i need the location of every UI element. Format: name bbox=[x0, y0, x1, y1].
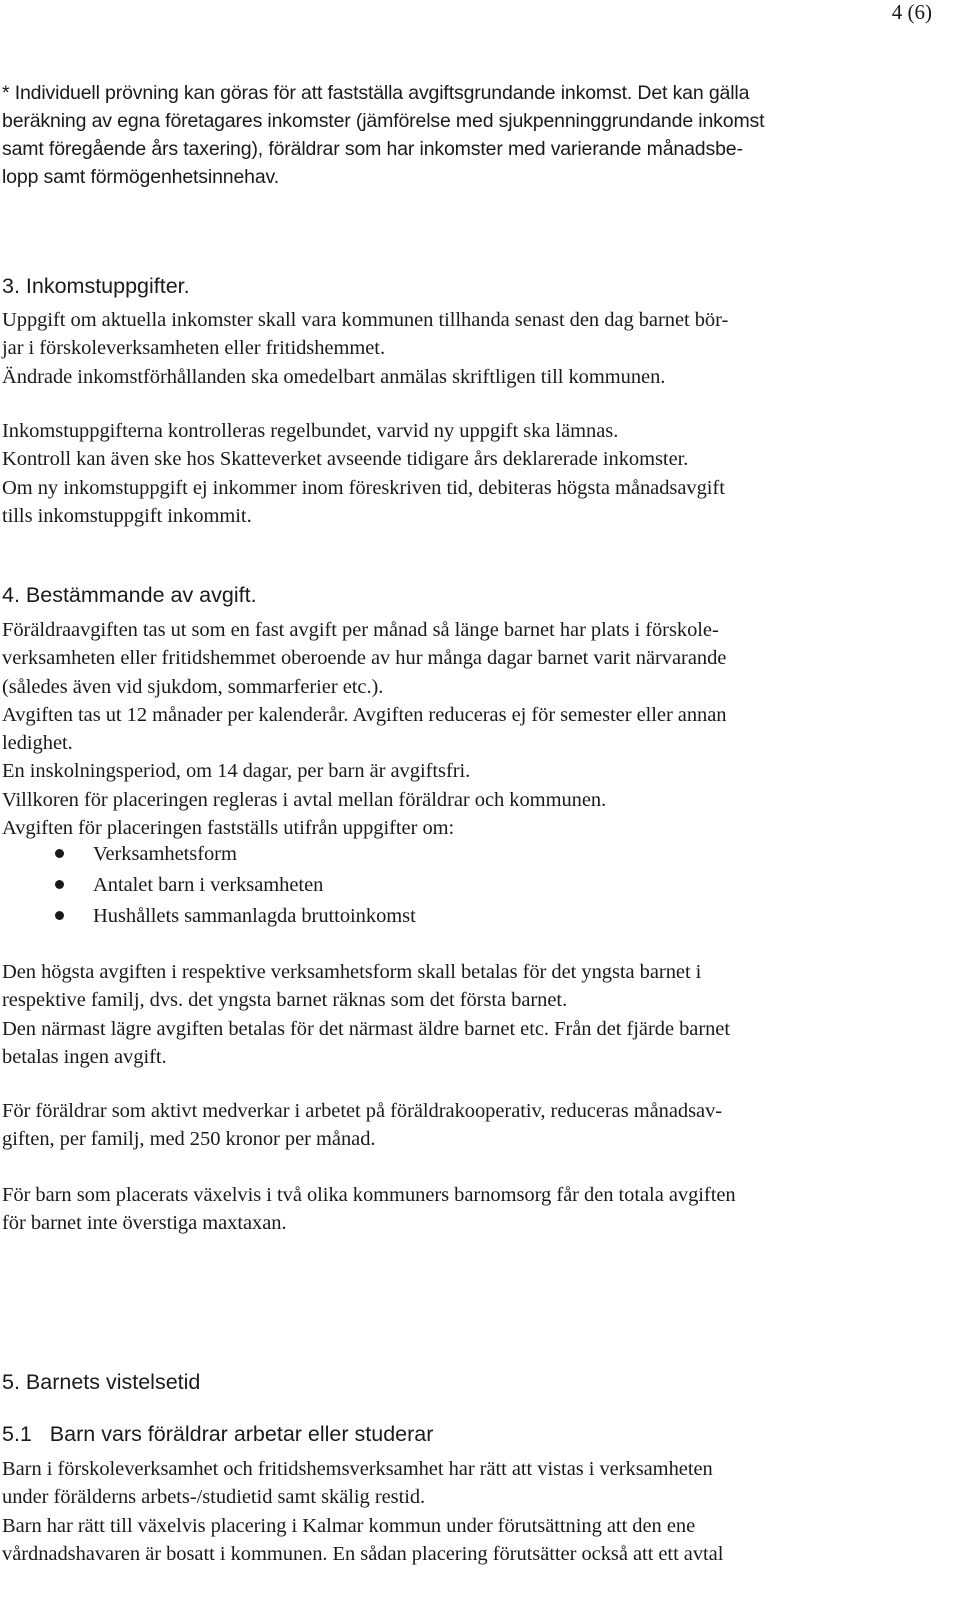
text-line: Villkoren för placeringen regleras i avtal mellan föräldrar och kommunen. bbox=[2, 788, 607, 811]
bullet-icon bbox=[55, 880, 64, 889]
section-5-1-paragraph bbox=[2, 1455, 723, 1568]
list-item bbox=[0, 840, 416, 871]
list-item-label: Antalet barn i verksamheten bbox=[93, 874, 324, 896]
list-item bbox=[0, 902, 416, 933]
text-line: Barn i förskoleverksamhet och fritidshemsverksamhet har rätt att vistas i verksamheten bbox=[2, 1458, 713, 1480]
text-line: Uppgift om aktuella inkomster skall vara kommunen tillhanda senast den dag barnet bör- bbox=[2, 309, 729, 331]
section-4-paragraph-1 bbox=[2, 616, 727, 842]
text-line: Om ny inkomstuppgift ej inkommer inom föreskriven tid, debiteras högsta månadsavgift bbox=[2, 476, 725, 499]
text-line: tills inkomstuppgift inkommit. bbox=[2, 504, 252, 527]
section-4-paragraph-3 bbox=[2, 1097, 722, 1154]
section-3-paragraph-1 bbox=[2, 306, 728, 391]
section-3-paragraph-2 bbox=[2, 417, 725, 530]
text-line: lopp samt förmögenhetsinnehav. bbox=[2, 166, 279, 188]
text-line: Avgiften tas ut 12 månader per kalenderår. Avgiften reduceras ej för semester eller annan bbox=[2, 703, 727, 726]
text-line: Inkomstuppgifterna kontrolleras regelbundet, varvid ny uppgift ska lämnas. bbox=[2, 420, 619, 442]
text-line: vårdnadshavaren är bosatt i kommunen. En sådan placering förutsätter också att ett avtal bbox=[2, 1542, 724, 1565]
section-4-paragraph-2 bbox=[2, 958, 730, 1071]
text-line: verksamheten eller fritidshemmet oberoende av hur många dagar barnet varit närvarande bbox=[2, 647, 727, 670]
text-line: respektive familj, dvs. det yngsta barnet räknas som det första barnet. bbox=[2, 989, 568, 1012]
page-number: 4 (6) bbox=[891, 0, 932, 24]
list-item-label: Verksamhetsform bbox=[93, 843, 237, 865]
section-4-paragraph-4 bbox=[2, 1181, 736, 1238]
text-line: Kontroll kan även ske hos Skatteverket avseende tidigare års deklarerade inkomster. bbox=[2, 448, 689, 471]
fee-basis-list bbox=[0, 840, 416, 933]
bullet-icon bbox=[55, 911, 64, 920]
text-line: under förälderns arbets-/studietid samt skälig restid. bbox=[2, 1486, 426, 1509]
text-line: giften, per familj, med 250 kronor per månad. bbox=[2, 1128, 376, 1151]
list-item bbox=[0, 871, 416, 902]
text-line: Ändrade inkomstförhållanden ska omedelbart anmälas skriftligen till kommunen. bbox=[2, 365, 666, 388]
text-line: betalas ingen avgift. bbox=[2, 1045, 167, 1068]
text-line: ledighet. bbox=[2, 732, 73, 755]
text-line: samt föregående års taxering), föräldrar som har inkomster med varierande månadsbe- bbox=[2, 138, 743, 160]
intro-paragraph bbox=[2, 79, 764, 191]
section-3-heading: 3. Inkomstuppgifter. bbox=[2, 274, 190, 298]
text-line: En inskolningsperiod, om 14 dagar, per barn är avgiftsfri. bbox=[2, 760, 471, 783]
text-line: för barnet inte överstiga maxtaxan. bbox=[2, 1212, 287, 1235]
text-line: Barn har rätt till växelvis placering i Kalmar kommun under förutsättning att den ene bbox=[2, 1514, 696, 1537]
text-line: Den närmast lägre avgiften betalas för det närmast äldre barnet etc. Från det fjärde barnet bbox=[2, 1017, 730, 1040]
section-5-heading: 5. Barnets vistelsetid bbox=[2, 1370, 201, 1394]
text-line: Den högsta avgiften i respektive verksamhetsform skall betalas för det yngsta barnet i bbox=[2, 961, 702, 983]
section-5-1-heading: 5.1 Barn vars föräldrar arbetar eller studerar bbox=[2, 1422, 434, 1446]
text-line: beräkning av egna företagares inkomster (jämförelse med sjukpenninggrundande inkomst bbox=[2, 110, 765, 132]
text-line: Föräldraavgiften tas ut som en fast avgift per månad så länge barnet har plats i förskole- bbox=[2, 619, 719, 641]
text-line: Avgiften för placeringen fastställs utifrån uppgifter om: bbox=[2, 817, 455, 840]
text-line: * Individuell prövning kan göras för att fastställa avgiftsgrundande inkomst. Det kan gälla bbox=[2, 82, 750, 104]
list-item-label: Hushållets sammanlagda bruttoinkomst bbox=[93, 905, 416, 927]
text-line: (således även vid sjukdom, sommarferier etc.). bbox=[2, 675, 384, 698]
text-line: För föräldrar som aktivt medverkar i arbetet på föräldrakooperativ, reduceras månadsav- bbox=[2, 1100, 723, 1122]
bullet-icon bbox=[55, 849, 64, 858]
section-4-heading: 4. Bestämmande av avgift. bbox=[2, 583, 257, 607]
text-line: För barn som placerats växelvis i två olika kommuners barnomsorg får den totala avgiften bbox=[2, 1184, 736, 1206]
text-line: jar i förskoleverksamheten eller fritidshemmet. bbox=[2, 337, 386, 360]
